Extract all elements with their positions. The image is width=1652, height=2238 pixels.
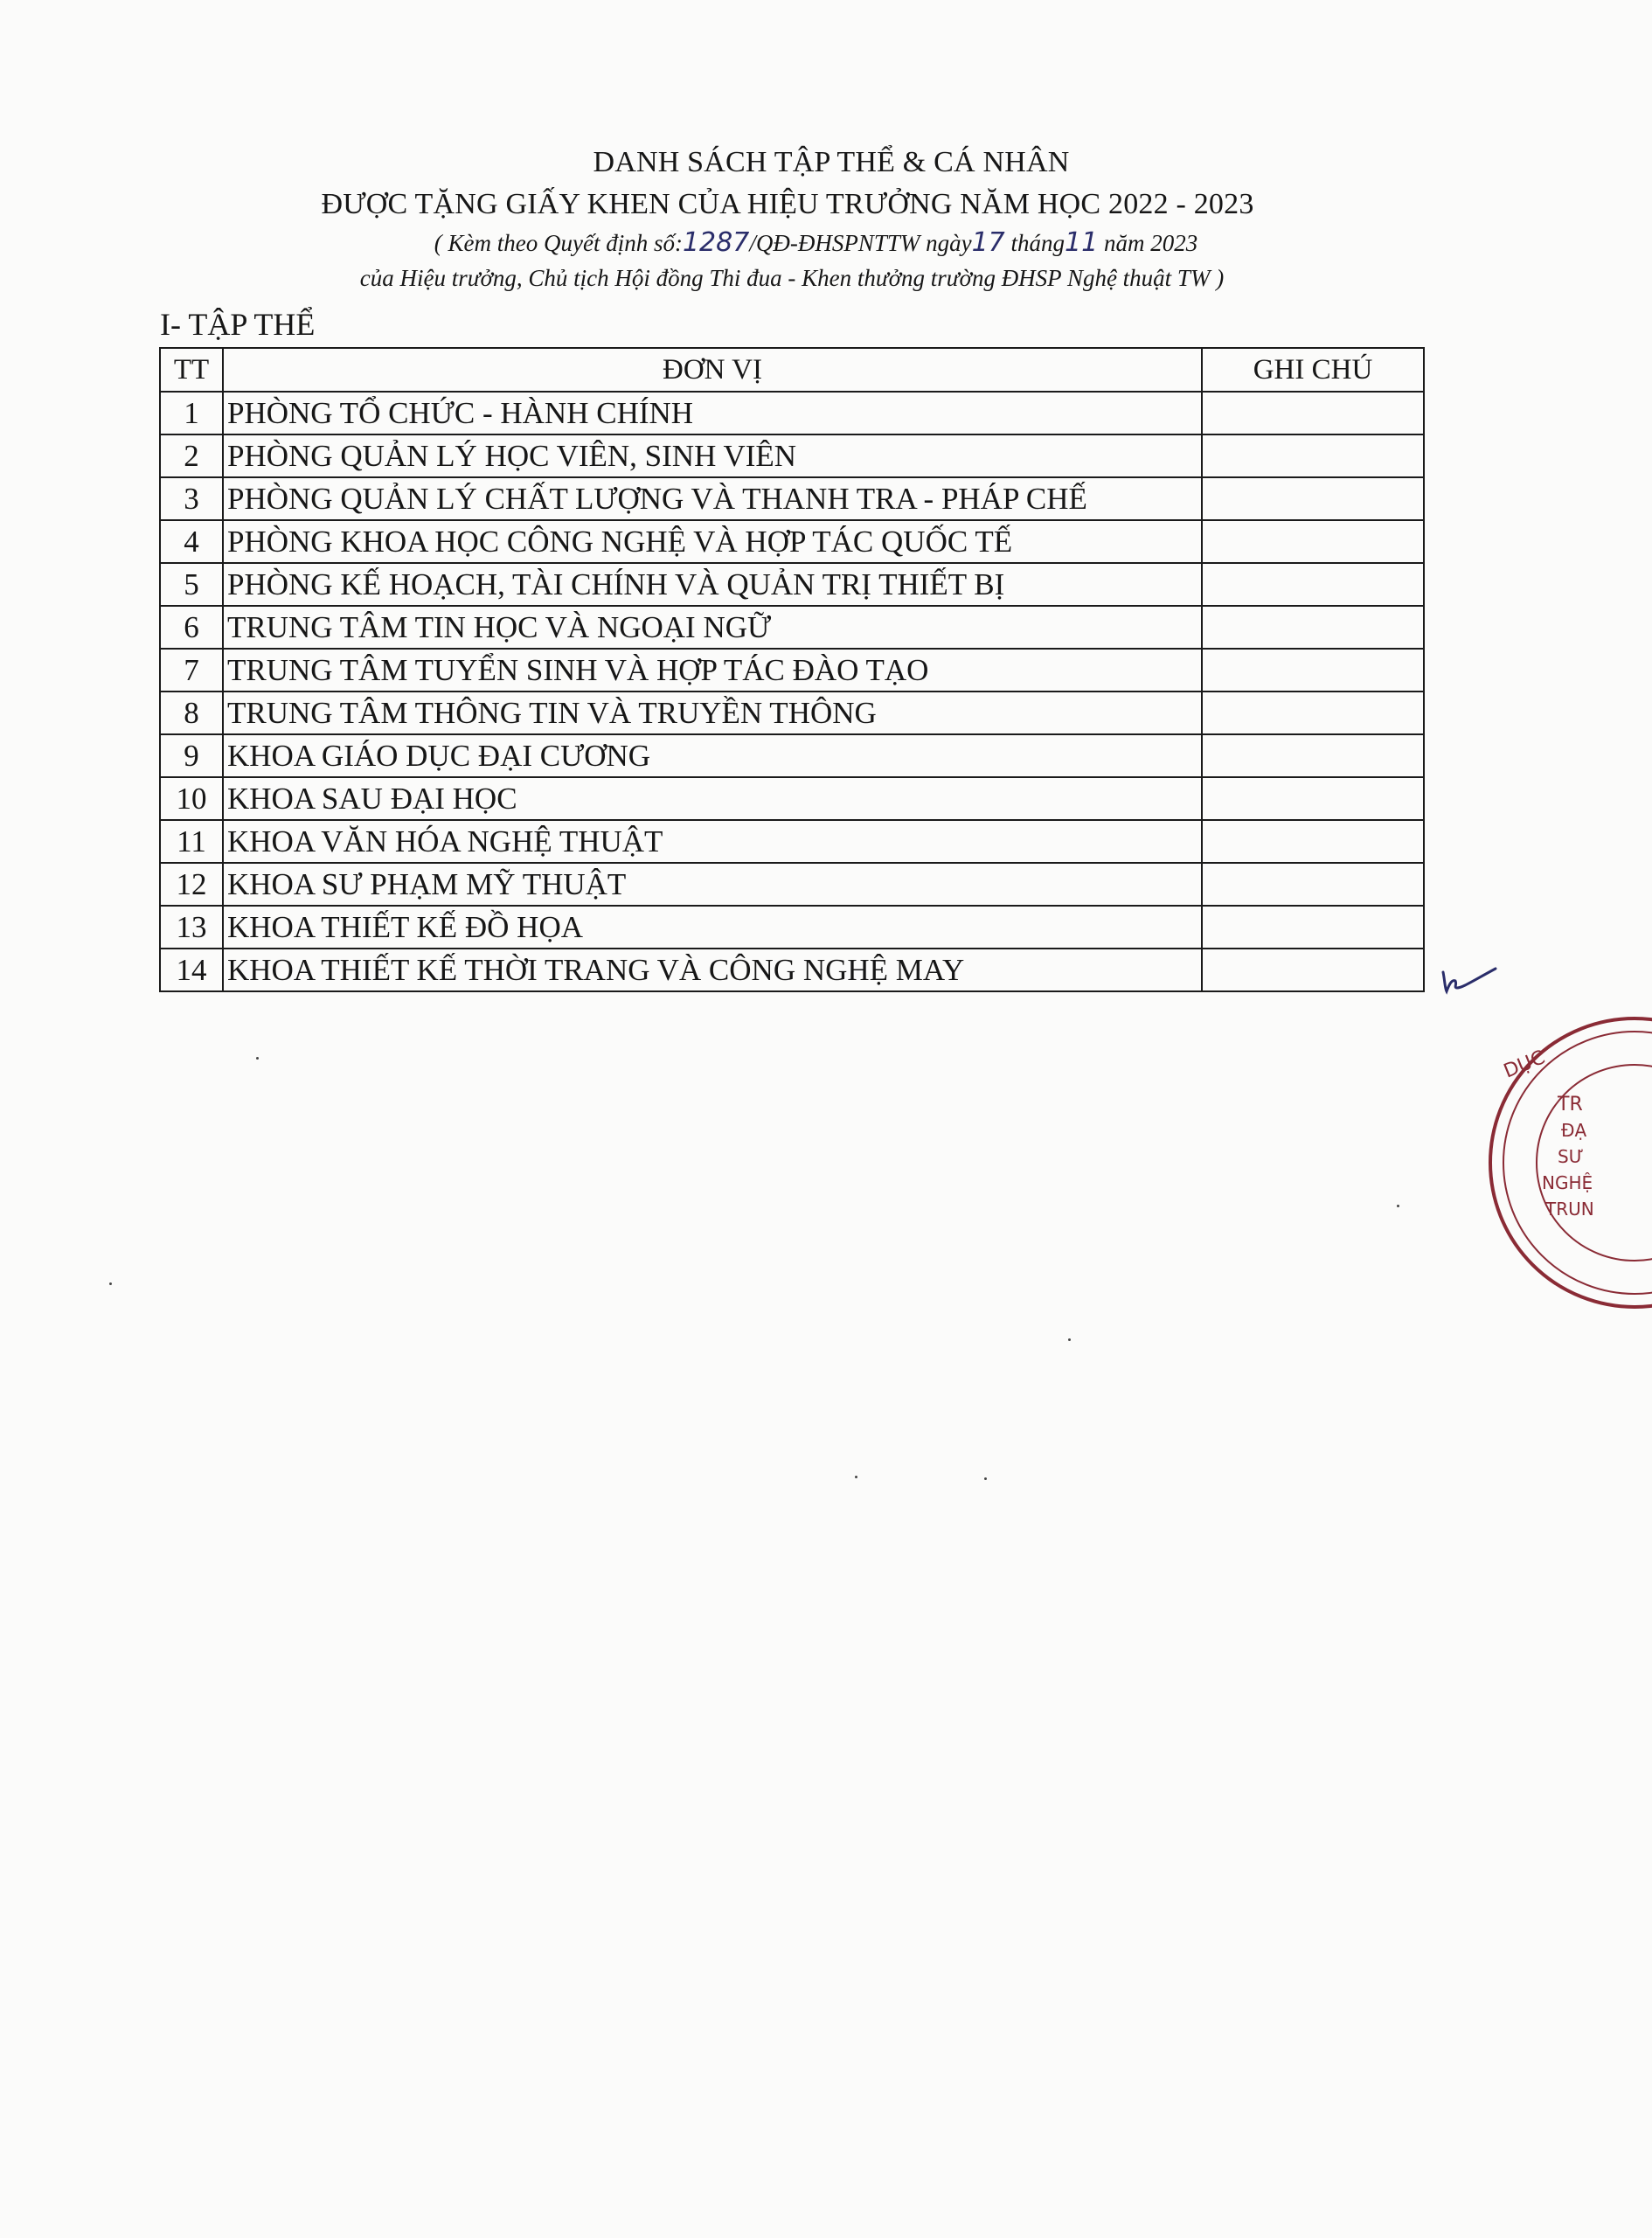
row-note [1202,777,1424,820]
row-unit: KHOA SƯ PHẠM MỸ THUẬT [223,863,1202,906]
decision-prefix: ( Kèm theo Quyết định số: [434,230,683,256]
row-note [1202,392,1424,434]
table-row [160,434,1424,477]
table-row [160,820,1424,863]
row-unit: TRUNG TÂM TUYỂN SINH VÀ HỢP TÁC ĐÀO TẠO [223,649,1202,692]
issuer-line: của Hiệu trưởng, Chủ tịch Hội đồng Thi đua - Khen thưởng trường ĐHSP Nghệ thuật TW ) [359,265,1225,291]
section-title: I- TẬP THỂ [160,307,316,342]
row-number: 14 [160,949,223,991]
red-seal-stamp [1477,1014,1652,1311]
table-row [160,949,1424,991]
decision-reference [70,226,1562,261]
row-note [1202,649,1424,692]
initials-signature [1438,962,1499,997]
seal-line-4: NGHỆ [1542,1172,1593,1193]
decision-suffix: năm 2023 [1098,230,1198,256]
collective-table [159,347,1425,992]
table-row [160,649,1424,692]
row-unit: PHÒNG TỔ CHỨC - HÀNH CHÍNH [223,392,1202,434]
scan-speck [256,1057,259,1060]
row-note [1202,477,1424,520]
header-unit: ĐƠN VỊ [223,348,1202,392]
row-unit: PHÒNG QUẢN LÝ CHẤT LƯỢNG VÀ THANH TRA - PHÁP CHẾ [223,477,1202,520]
row-number: 4 [160,520,223,563]
row-number: 9 [160,734,223,777]
table-row [160,606,1424,649]
row-number: 2 [160,434,223,477]
seal-line-1: TR [1558,1094,1583,1116]
row-note [1202,863,1424,906]
seal-line-5: TRUN [1545,1199,1594,1220]
decision-mid-2: tháng [1004,230,1065,256]
title-line-1: DANH SÁCH TẬP THỂ & CÁ NHÂN [593,146,1070,178]
row-note [1202,734,1424,777]
table-row [160,692,1424,734]
table-row [160,906,1424,949]
header-tt: TT [160,348,223,392]
row-unit: TRUNG TÂM THÔNG TIN VÀ TRUYỀN THÔNG [223,692,1202,734]
row-unit: TRUNG TÂM TIN HỌC VÀ NGOẠI NGỮ [223,606,1202,649]
table-row [160,520,1424,563]
header-note: GHI CHÚ [1202,348,1424,392]
row-note [1202,692,1424,734]
row-unit: PHÒNG KHOA HỌC CÔNG NGHỆ VÀ HỢP TÁC QUỐC TẾ [223,520,1202,563]
scan-speck [109,1282,112,1285]
row-number: 7 [160,649,223,692]
row-note [1202,820,1424,863]
row-number: 5 [160,563,223,606]
row-note [1202,949,1424,991]
scan-speck [1068,1338,1071,1341]
table-row [160,863,1424,906]
row-unit: PHÒNG QUẢN LÝ HỌC VIÊN, SINH VIÊN [223,434,1202,477]
row-number: 10 [160,777,223,820]
row-note [1202,563,1424,606]
scan-speck [984,1477,987,1480]
row-number: 13 [160,906,223,949]
document-header [0,142,1562,295]
title-line-2: ĐƯỢC TẶNG GIẤY KHEN CỦA HIỆU TRƯỞNG NĂM HỌC 2022 - 2023 [321,188,1254,220]
row-note [1202,906,1424,949]
row-note [1202,434,1424,477]
row-unit: KHOA THIẾT KẾ ĐỒ HỌA [223,906,1202,949]
row-number: 1 [160,392,223,434]
decision-month-handwritten: 11 [1065,227,1099,258]
row-number: 8 [160,692,223,734]
row-unit: PHÒNG KẾ HOẠCH, TÀI CHÍNH VÀ QUẢN TRỊ THIẾT BỊ [223,563,1202,606]
seal-arc-text: DỤC [1500,1046,1549,1083]
table-row [160,734,1424,777]
row-note [1202,606,1424,649]
table-row [160,392,1424,434]
decision-number-handwritten: 1287 [682,227,750,258]
row-number: 12 [160,863,223,906]
decision-day-handwritten: 17 [971,227,1005,258]
table-row [160,777,1424,820]
table-row [160,563,1424,606]
row-unit: KHOA VĂN HÓA NGHỆ THUẬT [223,820,1202,863]
seal-line-2: ĐẠ [1561,1120,1587,1141]
table-header-row [160,348,1424,392]
row-unit: KHOA GIÁO DỤC ĐẠI CƯƠNG [223,734,1202,777]
table-row [160,477,1424,520]
row-note [1202,520,1424,563]
row-unit: KHOA SAU ĐẠI HỌC [223,777,1202,820]
seal-line-3: SƯ [1558,1146,1584,1167]
row-number: 6 [160,606,223,649]
row-number: 3 [160,477,223,520]
row-unit: KHOA THIẾT KẾ THỜI TRANG VÀ CÔNG NGHỆ MAY [223,949,1202,991]
row-number: 11 [160,820,223,863]
scan-speck [1397,1205,1399,1207]
scan-speck [855,1476,857,1478]
decision-mid-1: /QĐ-ĐHSPNTTW ngày [749,230,972,256]
